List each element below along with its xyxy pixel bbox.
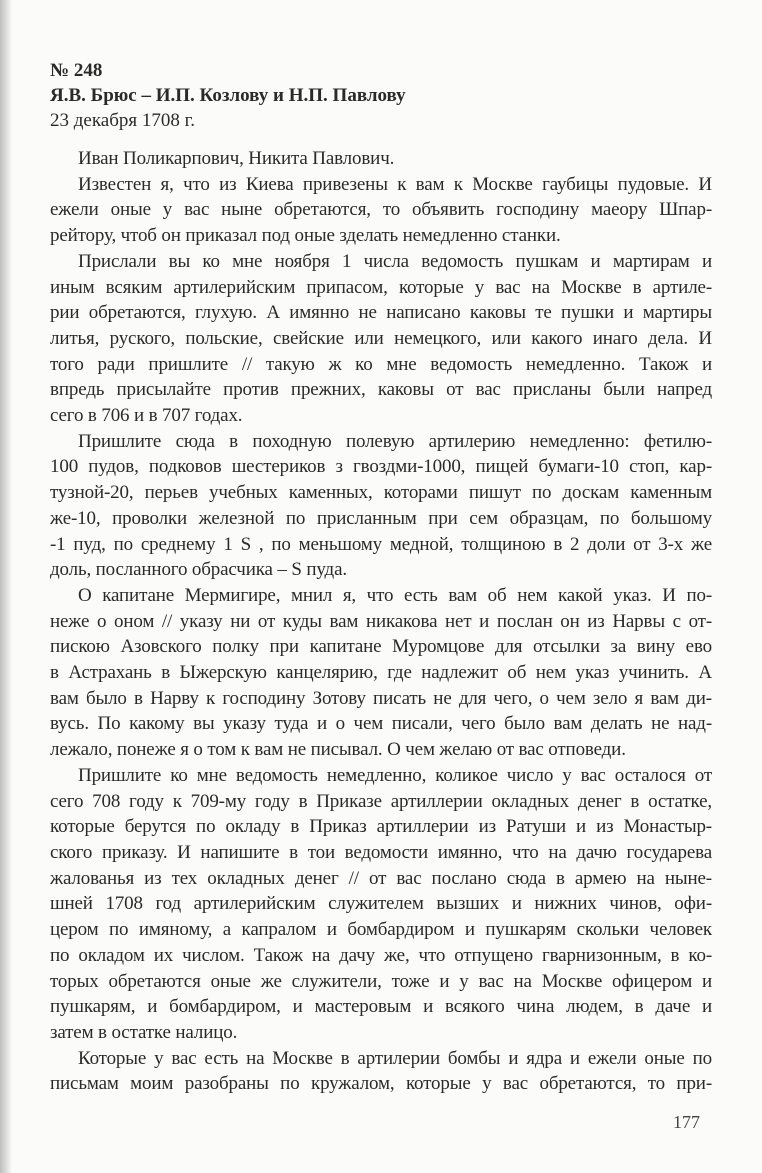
text-line: -1 пуд, по среднему 1 S , по меньшому медной, толщиною в 2 доли от 3-х же [50,533,712,555]
paragraph [50,146,712,172]
text-line: жалованья из тех окладных денег // от вас послано сюда в армею на ныне- [50,867,712,889]
text-line: лежало, понеже я о том к вам не писывал. О чем желаю от вас отповеди. [50,739,626,761]
text-line: того ради пришлите // такую ж ко мне ведомость немедленно. Також и [50,353,712,375]
text-line: тузной-20, перьев учебных каменных, которами пишут по доскам каменным [50,482,712,504]
text-line: ского приказу. И напишите в тои ведомости имянно, что на дачю государева [50,841,712,863]
text-line: сего в 706 и в 707 годах. [50,405,243,427]
document-date: 23 декабря 1708 г. [50,110,196,131]
text-line: пискою Азовского полку при капитане Муромцове для отсылки за вину ево [50,636,712,658]
paragraph [50,583,712,763]
text-line: торых обретаются оные же служители, тоже и у вас на Москве офицером и [50,970,712,992]
text-line: цером по имяному, а капралом и бомбардиром и пушкарям скольки человек [50,919,712,941]
letter-body [50,146,712,1097]
text-line: в Астрахань в Ыжерскую канцелярию, где надлежит об нем указ учинить. А [50,662,712,684]
text-line: шней 1708 год артилерийским служителем вызших и нижних чинов, офи- [50,893,712,915]
text-line: Прислали вы ко мне ноября 1 числа ведомость пушкам и мартирам и [78,250,712,272]
paragraph [50,172,712,249]
text-line: письмам моим разобраны по кружалом, которые у вас обретаются, то при- [50,1073,712,1095]
text-line: неже о оном // указу ни от куды вам никакова нет и послан он из Нарвы с от- [50,610,712,632]
text-line: Пришлите сюда в походную полевую артилерию немедленно: фетилю- [78,430,712,452]
text-line: литья, руского, польские, свейские или немецкого, или какого инаго дела. И [50,327,712,349]
text-line: вам было в Нарву к господину Зотову писать не для чего, о чем зело я вам ди- [50,687,712,709]
text-line: по окладом их числом. Також на дачу же, что отпущено гварнизонным, в ко- [50,944,712,966]
text-line: Пришлите ко мне ведомость немедленно, коликое число у вас осталося от [78,764,712,786]
document-header [50,58,712,133]
paragraph [50,763,712,1046]
text-line: вусь. По какому вы указу туда и о чем писали, чего было вам делать не над- [50,713,712,735]
paragraph [50,1046,712,1097]
text-line: рейтору, чтоб он приказал под оные зделать немедленно станки. [50,225,561,247]
text-line: пушкарям, и бомбардиром, и мастеровым и всякого чина людем, в даче и [50,996,712,1018]
text-line: 100 пудов, подковов шестериков з гвоздми-1000, пищей бумаги-10 стоп, кар- [50,456,712,478]
document-title: Я.В. Брюс – И.П. Козлову и Н.П. Павлову [50,85,406,106]
text-line: Иван Поликарпович, Никита Павлович. [78,148,395,169]
text-line: доль, посланного обрасчика – S пуда. [50,559,347,581]
text-line: иным всяким артилерийским припасом, которые у вас на Москве в артиле- [50,276,712,298]
document-number: № 248 [50,60,103,81]
text-line: ежели оные у вас ныне обретаются, то объявить господину маеору Шпар- [50,199,712,221]
text-line: же-10, проволки железной по присланным при сем образцам, по большому [50,507,712,529]
paragraph [50,249,712,429]
page-number: 177 [673,1112,700,1133]
text-line: затем в остатке налицо. [50,1021,238,1043]
paragraph [50,429,712,583]
text-line: Которые у вас есть на Москве в артилерии бомбы и ядра и ежели оные по [78,1047,712,1069]
text-line: О капитане Мермигире, мнил я, что есть вам об нем какой указ. И по- [78,584,712,606]
text-line: сего 708 году к 709-му году в Приказе артиллерии окладных денег в остатке, [50,790,712,812]
text-line: которые берутся по окладу в Приказ артиллерии из Ратуши и из Монастыр- [50,816,712,838]
text-line: впредь присылайте против прежних, каковы от вас присланы были напред [50,379,712,401]
text-line: Известен я, что из Киева привезены к вам к Москве гаубицы пудовые. И [78,173,712,195]
text-line: рии обретаются, глухую. А имянно не написано каковы те пушки и мартиры [50,302,712,324]
